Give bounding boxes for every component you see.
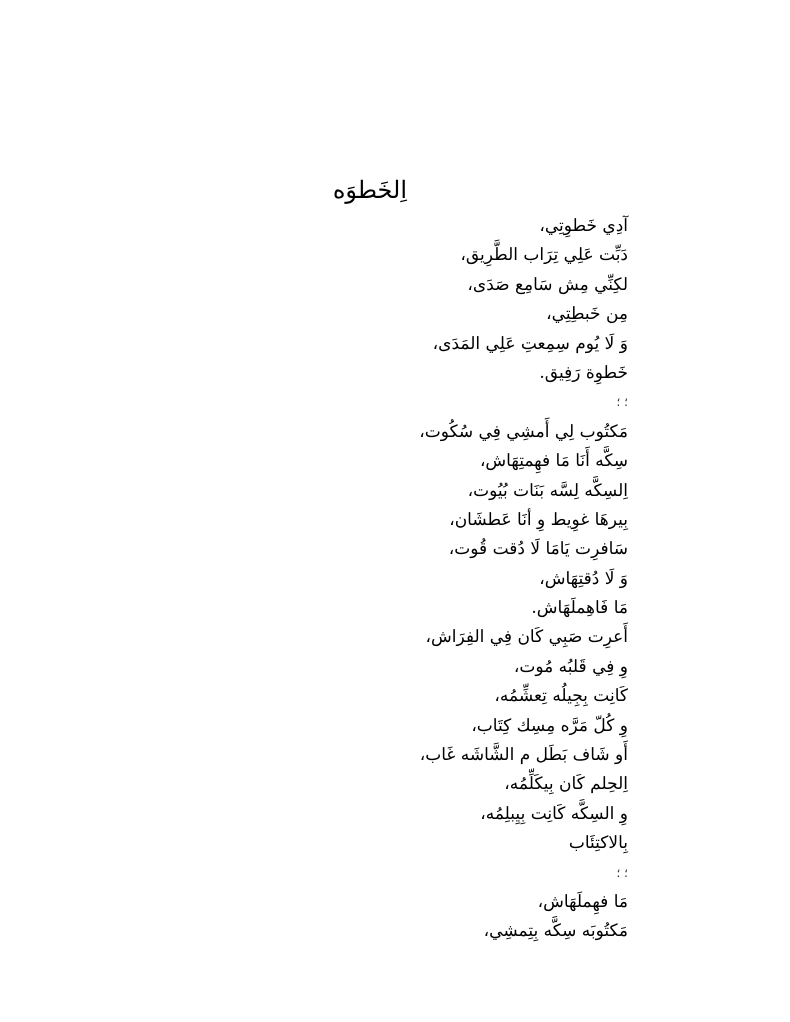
- poem-line: آدِي خَطوِتِي،: [539, 216, 628, 236]
- poem-line: وِ كُلّ مَرَّه مِسِك كِتَاب،: [471, 715, 628, 736]
- poem-line: وَ لَا يُوم سِمِعتِ عَلِي المَدَى،: [432, 333, 628, 354]
- poem-line: اِلسِكَّه لِسَّه بَنَات بُيُوت،: [467, 480, 628, 501]
- poem-line: وِ السِكَّه كَانِت بِيِبلِمُه،: [480, 803, 628, 824]
- poem-line: مَكتُوب لِي أَمشِي فِي سُكُوت،: [419, 421, 628, 442]
- poem-line: مَا فهِملَهَاش،: [537, 891, 628, 912]
- stanza-separator: ؛ ؛: [616, 395, 628, 410]
- poem-line: لكِنِّي مِش سَامِع صَدَى،: [467, 274, 628, 295]
- poem-line: كَانِت بِجِيلُه تِعشِّمُه،: [494, 686, 628, 707]
- poem-line: أَو شَاف بَطَل م الشَّاشَه غَاب،: [419, 745, 628, 766]
- poem-line: وِ فِي قَلبُه مُوت،: [513, 656, 628, 677]
- poem-line: سِكَّه أَنَا مَا فهِمتِهَاش،: [479, 451, 628, 472]
- poem-line: دَبِّت عَلِي تِرَاب الطَّرِيق،: [460, 245, 628, 266]
- poem-line: خَطوِة رَفِيق.: [539, 362, 628, 383]
- poem-line: وَ لَا دُقتِهَاش،: [539, 568, 628, 589]
- poem-title: اِلخَطوَه: [332, 176, 407, 204]
- poem-line: أَعرِت صَبِي كَان فِي الفِرَاش،: [425, 627, 628, 648]
- poem-line: بِيرهَا غوِيط وِ أنَا عَطشَان،: [449, 509, 628, 530]
- poem-line: مَكتُوبَه سِكَّه بِتِمشِي،: [483, 921, 628, 942]
- poem-body: [419, 212, 628, 947]
- poem-line: سَافرِت يَامَا لَا دُقت قُوت،: [448, 539, 628, 560]
- poem-line: مَا فَاهِملَهَاش.: [531, 598, 628, 619]
- stanza-separator: ؛ ؛: [616, 865, 628, 880]
- poem-line: مِن خَبطِتِي،: [546, 304, 628, 325]
- poem-line: بِالاكتِئَاب: [568, 833, 628, 854]
- poem-line: اِلحِلم كَان بِيكَلِّمُه،: [504, 774, 628, 795]
